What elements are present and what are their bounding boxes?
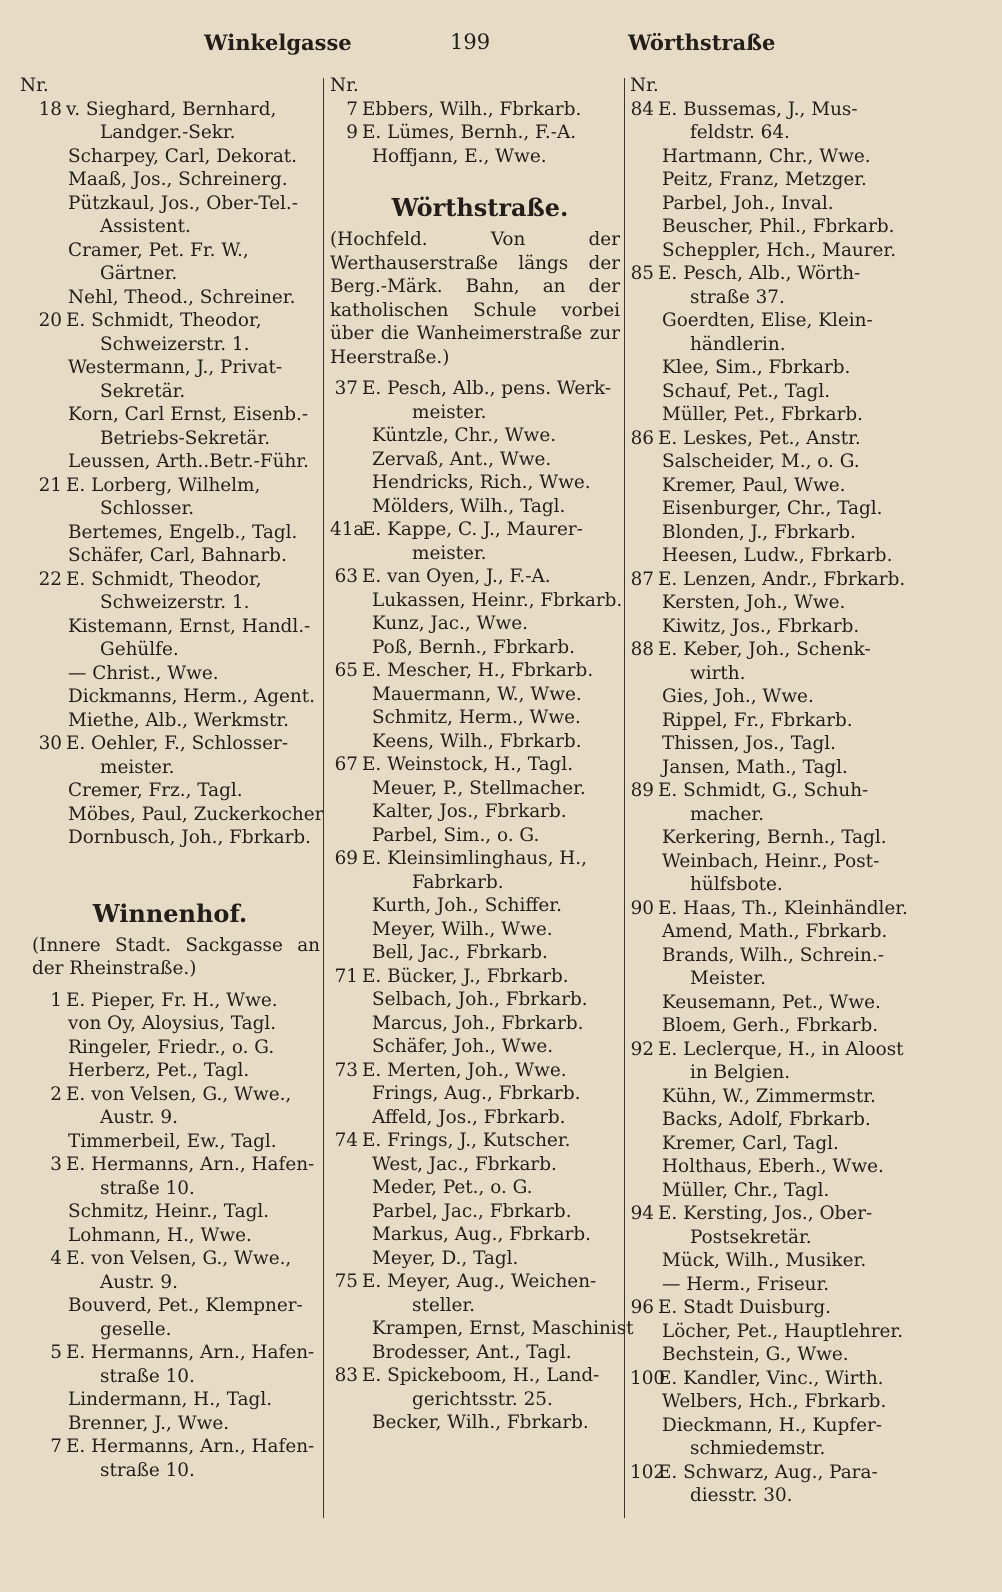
resident-name: E. Pesch, Alb., pens. Werk-	[362, 378, 612, 399]
entry-continuation: Austr. 9.	[100, 1271, 178, 1293]
house-number: 21	[38, 474, 62, 496]
resident-entry: Küntzle, Chr., Wwe.	[372, 425, 557, 446]
resident-entry: Hendricks, Rich., Wwe.	[372, 472, 591, 493]
resident-entry: Cremer, Frz., Tagl.	[68, 780, 243, 801]
entry-continuation: gerichtsstr. 25.	[412, 1388, 553, 1410]
resident-entry: Beuscher, Phil., Fbrkarb.	[662, 216, 895, 237]
house-entry	[630, 1461, 930, 1485]
resident-entry: Eisenburger, Chr., Tagl.	[662, 498, 883, 519]
resident-entry: Lohmann, H., Wwe.	[68, 1224, 252, 1246]
resident-entry: Salscheider, M., o. G.	[662, 451, 860, 472]
header-left-street: Winkelgasse	[204, 30, 352, 55]
resident-entry: Schmitz, Heinr., Tagl.	[68, 1201, 270, 1222]
house-entry	[630, 1296, 930, 1320]
resident-entry: Schäfer, Joh., Wwe.	[372, 1036, 554, 1057]
house-entry	[20, 98, 320, 122]
resident-entry: Bechstein, G., Wwe.	[662, 1344, 849, 1365]
house-entry	[630, 1202, 930, 1226]
house-number: 22	[38, 568, 62, 590]
resident-name: E. van Oyen, J., F.-A.	[362, 566, 551, 587]
house-entry	[330, 965, 630, 989]
house-number: 96	[630, 1297, 654, 1318]
resident-name: E. Meyer, Aug., Weichen-	[362, 1271, 597, 1292]
entry-continuation: straße 37.	[690, 286, 785, 308]
section-title-winnenhof: Winnenhof.	[92, 898, 248, 928]
resident-entry: Scheppler, Hch., Maurer.	[662, 239, 897, 261]
resident-name: E. Hermanns, Arn., Hafen-	[66, 1154, 315, 1175]
resident-entry: Klee, Sim., Fbrkarb.	[662, 357, 851, 378]
resident-entry: Meyer, Wilh., Wwe.	[372, 918, 553, 940]
entry-continuation: Schweizerstr. 1.	[100, 592, 250, 613]
resident-name: E. von Velsen, G., Wwe.,	[66, 1083, 292, 1105]
resident-entry: Affeld, Jos., Fbrkarb.	[372, 1106, 566, 1128]
house-number: 2	[50, 1083, 62, 1105]
resident-name: E. Leskes, Pet., Anstr.	[658, 427, 861, 449]
resident-entry: Weinbach, Heinr., Post-	[662, 850, 880, 872]
entry-continuation: macher.	[690, 803, 765, 825]
house-entry	[630, 779, 930, 803]
resident-entry: Mauermann, W., Wwe.	[372, 683, 582, 705]
house-number: 73	[334, 1059, 358, 1081]
resident-name: E. Hermanns, Arn., Hafen-	[66, 1436, 315, 1457]
entry-continuation: meister.	[412, 401, 487, 423]
resident-entry: Markus, Aug., Fbrkarb.	[372, 1224, 591, 1245]
resident-name: E. Frings, J., Kutscher.	[362, 1130, 571, 1151]
resident-entry: Gies, Joh., Wwe.	[662, 686, 814, 707]
resident-entry: Dieckmann, H., Kupfer-	[662, 1414, 882, 1436]
resident-entry: Welbers, Hch., Fbrkarb.	[662, 1391, 887, 1412]
resident-entry: Meuer, P., Stellmacher.	[372, 777, 586, 799]
house-entry	[630, 427, 930, 451]
resident-entry: Frings, Aug., Fbrkarb.	[372, 1083, 581, 1104]
resident-entry: Amend, Math., Fbrkarb.	[662, 921, 888, 942]
house-number: 20	[38, 310, 62, 331]
resident-name: E. Kappe, C. J., Maurer-	[362, 519, 583, 540]
resident-name: E. Bussemas, J., Mus-	[658, 98, 858, 120]
entries-winnenhof	[20, 989, 320, 1483]
house-entry	[330, 1270, 630, 1294]
resident-entry: Schmitz, Herm., Wwe.	[372, 707, 581, 728]
resident-name: E. Schmidt, Theodor,	[66, 568, 262, 590]
resident-name: E. Weinstock, H., Tagl.	[362, 754, 574, 775]
entry-continuation: hülfsbote.	[690, 874, 783, 895]
entry-continuation: Betriebs-Sekretär.	[100, 427, 271, 449]
house-number: 41a	[330, 519, 365, 540]
resident-entry: Lukassen, Heinr., Fbrkarb.	[372, 589, 623, 611]
house-number: 7	[346, 98, 358, 120]
resident-entry: Kühn, W., Zimmermstr.	[662, 1085, 876, 1107]
house-entry	[20, 474, 320, 498]
house-entry	[20, 309, 320, 333]
resident-entry: Müller, Pet., Fbrkarb.	[662, 404, 863, 425]
resident-entry: Müller, Chr., Tagl.	[662, 1179, 830, 1201]
house-entry	[630, 1038, 930, 1062]
section-description-winnenhof: (Innere Stadt. Sackgasse an der Rheinstraße.)	[32, 934, 320, 979]
resident-entry: Dornbusch, Joh., Fbrkarb.	[68, 827, 312, 848]
resident-name: Ebbers, Wilh., Fbrkarb.	[362, 98, 582, 120]
resident-name: E. Merten, Joh., Wwe.	[362, 1059, 567, 1081]
resident-entry: Bouverd, Pet., Klempner-	[68, 1295, 303, 1316]
resident-entry: Krampen, Ernst, Maschinist	[372, 1318, 634, 1339]
resident-name: E. Oehler, F., Schlosser-	[66, 733, 289, 754]
resident-entry: Parbel, Sim., o. G.	[372, 824, 540, 846]
house-number: 88	[630, 639, 654, 660]
house-number: 30	[38, 733, 62, 754]
entry-continuation: Assistent.	[100, 216, 191, 237]
house-entry	[630, 568, 930, 592]
resident-name: E. Schwarz, Aug., Para-	[658, 1461, 878, 1483]
resident-entry: Kunz, Jac., Wwe.	[372, 613, 528, 634]
resident-entry: Brands, Wilh., Schrein.-	[662, 944, 884, 966]
resident-name: E. Pesch, Alb., Wörth-	[658, 263, 861, 284]
resident-entry: Parbel, Jac., Fbrkarb.	[372, 1200, 572, 1222]
nr-heading: Nr.	[330, 75, 359, 96]
entry-continuation: Schweizerstr. 1.	[100, 333, 250, 355]
resident-entry: — Christ., Wwe.	[68, 662, 219, 684]
resident-entry: Mück, Wilh., Musiker.	[662, 1250, 867, 1271]
resident-entry: Jansen, Math., Tagl.	[662, 756, 848, 778]
entries-woerthstrasse-cont	[630, 98, 930, 1508]
page-number: 199	[450, 30, 491, 54]
resident-name: E. Stadt Duisburg.	[658, 1297, 832, 1318]
column-1	[20, 74, 324, 1482]
resident-entry: — Herm., Friseur.	[662, 1273, 830, 1295]
entry-continuation: straße 10.	[100, 1177, 195, 1199]
resident-entry: Kremer, Paul, Wwe.	[662, 474, 846, 496]
house-number: 63	[334, 566, 358, 587]
house-entry	[330, 121, 630, 145]
resident-entry: Selbach, Joh., Fbrkarb.	[372, 989, 588, 1010]
entry-continuation: händlerin.	[690, 333, 786, 355]
resident-entry: Scharpey, Carl, Dekorat.	[68, 145, 298, 167]
entry-continuation: Sekretär.	[100, 380, 186, 402]
resident-name: E. Lümes, Bernh., F.-A.	[362, 122, 577, 143]
resident-entry: Löcher, Pet., Hauptlehrer.	[662, 1320, 904, 1342]
house-entry	[630, 638, 930, 662]
resident-entry: Möbes, Paul, Zuckerkocher	[68, 803, 324, 825]
resident-name: E. Haas, Th., Kleinhändler.	[658, 897, 908, 919]
resident-name: E. Bücker, J., Fbrkarb.	[362, 965, 569, 987]
house-number: 94	[630, 1203, 654, 1224]
house-number: 85	[630, 263, 654, 284]
column-3	[630, 74, 930, 1508]
house-number: 87	[630, 568, 654, 590]
resident-entry: Kalter, Jos., Fbrkarb.	[372, 801, 567, 822]
entry-continuation: wirth.	[690, 662, 746, 684]
resident-name: E. Keber, Joh., Schenk-	[658, 639, 871, 660]
resident-entry: Meder, Pet., o. G.	[372, 1177, 533, 1198]
house-number: 83	[334, 1365, 358, 1386]
resident-entry: Brenner, J., Wwe.	[68, 1412, 230, 1434]
house-entry	[330, 98, 630, 122]
resident-entry: Blonden, J., Fbrkarb.	[662, 521, 856, 543]
resident-entry: Pützkaul, Jos., Ober-Tel.-	[68, 192, 298, 214]
resident-entry: Zervaß, Ant., Wwe.	[372, 448, 552, 470]
resident-entry: Schäfer, Carl, Bahnarb.	[68, 545, 287, 566]
entry-continuation: Meister.	[690, 968, 766, 989]
resident-entry: Poß, Bernh., Fbrkarb.	[372, 636, 575, 658]
resident-entry: Bertemes, Engelb., Tagl.	[68, 521, 298, 543]
house-number: 100	[630, 1367, 666, 1389]
house-entry	[330, 753, 630, 777]
house-number: 67	[334, 754, 358, 775]
entry-continuation: Postsekretär.	[690, 1226, 812, 1248]
column-divider-1	[323, 78, 324, 1518]
resident-entry: Keusemann, Pet., Wwe.	[662, 991, 881, 1013]
section-description-woerthstrasse: (Hochfeld. Von der Werthauserstraße längs der Berg.-Märk. Bahn, an der katholischen Schule vorbei über die Wanheimerstraße zur Heerstraße.)	[330, 229, 620, 368]
entry-continuation: in Belgien.	[690, 1062, 791, 1083]
resident-entry: Miethe, Alb., Werkmstr.	[68, 709, 289, 731]
house-entry	[330, 1129, 630, 1153]
resident-entry: Kiwitz, Jos., Fbrkarb.	[662, 615, 860, 637]
resident-entry: West, Jac., Fbrkarb.	[372, 1153, 557, 1175]
resident-entry: Hartmann, Chr., Wwe.	[662, 145, 871, 167]
resident-entry: Nehl, Theod., Schreiner.	[68, 286, 296, 308]
house-number: 5	[50, 1342, 62, 1363]
resident-entry: Thissen, Jos., Tagl.	[662, 733, 837, 754]
house-entry	[630, 98, 930, 122]
resident-name: E. Mescher, H., Fbrkarb.	[362, 660, 594, 681]
house-number: 65	[334, 660, 358, 681]
house-number: 92	[630, 1038, 654, 1060]
nr-heading: Nr.	[20, 75, 49, 96]
resident-entry: Holthaus, Eberh., Wwe.	[662, 1156, 884, 1177]
house-entry	[20, 1435, 320, 1459]
house-number: 18	[38, 98, 62, 120]
resident-entry: Ringeler, Friedr., o. G.	[68, 1036, 275, 1058]
resident-name: E. von Velsen, G., Wwe.,	[66, 1248, 292, 1269]
entry-continuation: straße 10.	[100, 1365, 195, 1387]
resident-entry: Kerkering, Bernh., Tagl.	[662, 827, 887, 848]
resident-entry: Heesen, Ludw., Fbrkarb.	[662, 545, 893, 566]
house-number: 84	[630, 98, 654, 120]
house-number: 102	[630, 1461, 666, 1483]
entry-continuation: Austr. 9.	[100, 1107, 178, 1128]
resident-entry: Goerdten, Elise, Klein-	[662, 310, 873, 331]
entry-continuation: feldstr. 64.	[690, 122, 790, 143]
resident-entry: Marcus, Joh., Fbrkarb.	[372, 1012, 584, 1034]
house-number: 37	[334, 378, 358, 399]
resident-entry: Keens, Wilh., Fbrkarb.	[372, 730, 582, 752]
house-entry	[330, 1364, 630, 1388]
resident-name: E. Schmidt, Theodor,	[66, 310, 262, 331]
house-number: 86	[630, 427, 654, 449]
resident-name: E. Lorberg, Wilhelm,	[66, 474, 261, 496]
house-number: 9	[346, 122, 358, 143]
house-entry	[330, 377, 630, 401]
house-number: 1	[50, 989, 62, 1011]
entry-continuation: Gehülfe.	[100, 639, 179, 660]
resident-entry: Kurth, Joh., Schiffer.	[372, 895, 562, 916]
resident-entry: Dickmanns, Herm., Agent.	[68, 686, 315, 707]
resident-entry: Schauf, Pet., Tagl.	[662, 380, 831, 402]
house-entry	[20, 1083, 320, 1107]
entry-continuation: Landger.-Sekr.	[100, 122, 236, 143]
resident-entry: Kistemann, Ernst, Handl.-	[68, 615, 311, 637]
nr-heading: Nr.	[630, 75, 659, 96]
resident-entry: Westermann, J., Privat-	[68, 357, 283, 378]
resident-entry: Maaß, Jos., Schreinerg.	[68, 169, 288, 190]
house-entry	[330, 565, 630, 589]
house-number: 7	[50, 1436, 62, 1457]
entry-continuation: straße 10.	[100, 1459, 195, 1481]
house-entry	[630, 262, 930, 286]
entry-continuation: Fabrkarb.	[412, 871, 504, 893]
resident-entry: Peitz, Franz, Metzger.	[662, 169, 867, 190]
resident-entry: Meyer, D., Tagl.	[372, 1247, 519, 1269]
resident-entry: Hoffjann, E., Wwe.	[372, 145, 547, 167]
house-entry	[20, 732, 320, 756]
resident-entry: Becker, Wilh., Fbrkarb.	[372, 1412, 589, 1433]
house-entry	[330, 847, 630, 871]
resident-entry: Bell, Jac., Fbrkarb.	[372, 942, 548, 963]
resident-entry: Rippel, Fr., Fbrkarb.	[662, 709, 853, 731]
house-number: 69	[334, 848, 358, 869]
house-entry	[20, 989, 320, 1013]
house-entry	[330, 518, 630, 542]
house-entry	[20, 1247, 320, 1271]
entry-continuation: steller.	[412, 1294, 475, 1316]
resident-entry: Backs, Adolf, Fbrkarb.	[662, 1109, 871, 1130]
entry-continuation: diesstr. 30.	[690, 1485, 793, 1506]
entry-continuation: meister.	[100, 756, 175, 778]
resident-name: E. Spickeboom, H., Land-	[362, 1365, 600, 1386]
house-number: 71	[334, 965, 358, 987]
resident-entry: Bloem, Gerh., Fbrkarb.	[662, 1015, 879, 1036]
resident-entry: Cramer, Pet. Fr. W.,	[68, 239, 249, 261]
resident-entry: Parbel, Joh., Inval.	[662, 192, 834, 214]
entries-winkelgasse	[20, 98, 324, 850]
house-number: 4	[50, 1248, 62, 1269]
house-entry	[330, 659, 630, 683]
header-right-street: Wörthstraße	[628, 30, 776, 55]
entry-continuation: meister.	[412, 542, 487, 564]
resident-entry: Leussen, Arth..Betr.-Führ.	[68, 451, 309, 472]
page-header	[0, 26, 1002, 60]
resident-name: E. Kleinsimlinghaus, H.,	[362, 848, 587, 869]
house-number: 89	[630, 780, 654, 801]
resident-entry: Mölders, Wilh., Tagl.	[372, 495, 566, 517]
house-number: 75	[334, 1271, 358, 1292]
resident-name: E. Schmidt, G., Schuh-	[658, 780, 869, 801]
resident-entry: Lindermann, H., Tagl.	[68, 1389, 273, 1410]
resident-entry: Kremer, Carl, Tagl.	[662, 1132, 839, 1154]
resident-entry: Kersten, Joh., Wwe.	[662, 592, 846, 613]
resident-entry: Brodesser, Ant., Tagl.	[372, 1341, 572, 1363]
resident-name: E. Lenzen, Andr., Fbrkarb.	[658, 568, 906, 590]
resident-entry: Herberz, Pet., Tagl.	[68, 1060, 250, 1081]
entry-continuation: schmiedemstr.	[690, 1438, 826, 1459]
resident-name: v. Sieghard, Bernhard,	[66, 98, 277, 120]
resident-name: E. Leclerque, H., in Aloost	[658, 1038, 904, 1060]
house-number: 74	[334, 1130, 358, 1151]
column-2	[330, 74, 634, 1435]
section-title-woerthstrasse: Wörthstraße.	[391, 193, 569, 222]
house-entry	[20, 568, 320, 592]
house-entry	[20, 1153, 320, 1177]
entries-winkelgasse-cont	[330, 98, 630, 169]
resident-entry: Korn, Carl Ernst, Eisenb.-	[68, 404, 309, 425]
entry-continuation: Gärtner.	[100, 263, 178, 284]
entries-woerthstrasse	[330, 377, 634, 1435]
resident-name: E. Hermanns, Arn., Hafen-	[66, 1342, 315, 1363]
entry-continuation: Schlosser.	[100, 498, 195, 519]
house-entry	[20, 1341, 320, 1365]
house-number: 90	[630, 897, 654, 919]
resident-name: E. Kandler, Vinc., Wirth.	[658, 1367, 884, 1389]
resident-name: E. Pieper, Fr. H., Wwe.	[66, 989, 278, 1011]
entry-continuation: geselle.	[100, 1318, 172, 1340]
house-entry	[630, 897, 930, 921]
resident-entry: von Oy, Aloysius, Tagl.	[68, 1013, 277, 1034]
house-entry	[630, 1367, 930, 1391]
house-entry	[330, 1059, 630, 1083]
resident-name: E. Kersting, Jos., Ober-	[658, 1203, 873, 1224]
resident-entry: Timmerbeil, Ew., Tagl.	[68, 1130, 277, 1152]
house-number: 3	[50, 1154, 62, 1175]
